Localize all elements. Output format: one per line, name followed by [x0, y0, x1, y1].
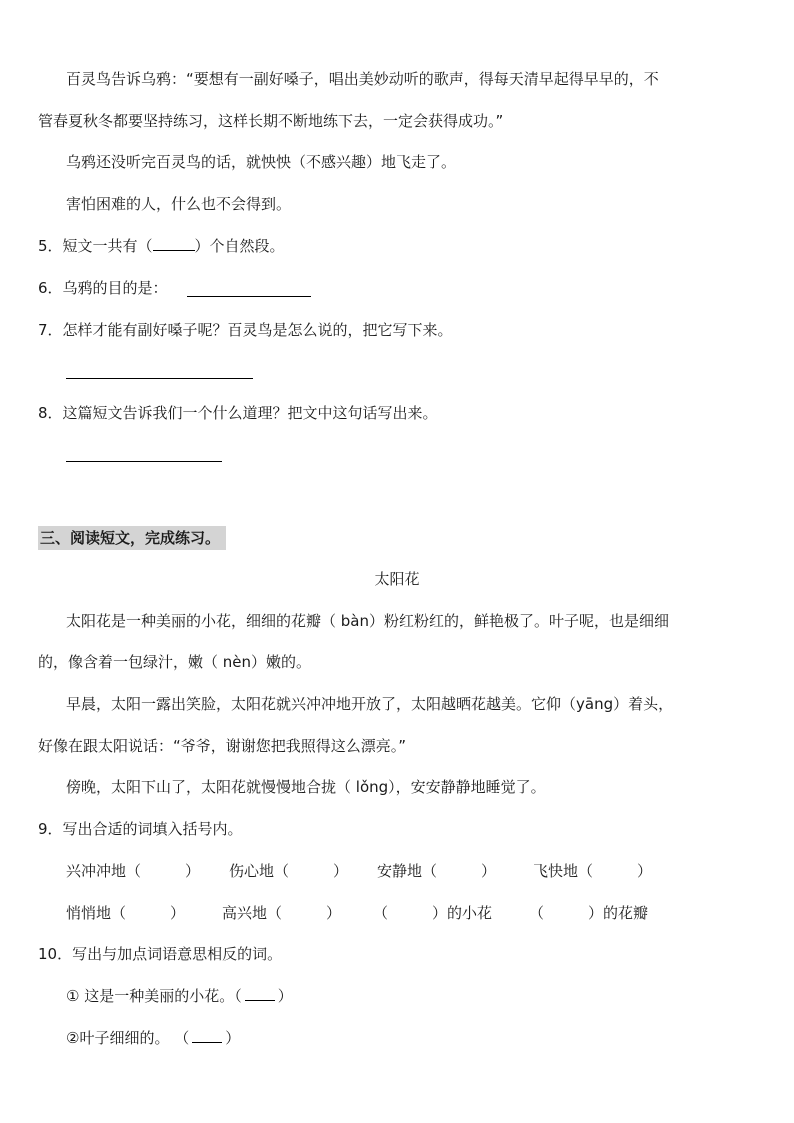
question-5-blank[interactable]: [153, 236, 195, 251]
q9-row2-item2-close: ）: [326, 904, 342, 922]
q9-row2-item2-open: 高兴地（: [222, 904, 283, 922]
q9-row1-item4-open: 飞快地（: [533, 862, 594, 880]
question-10-item1: [66, 986, 293, 1006]
question-9-row2-item2: [222, 903, 341, 923]
question-9-row1-item3: [377, 861, 496, 881]
q10-item2-blank[interactable]: [192, 1028, 222, 1043]
passage2-title: 太阳花: [374, 570, 420, 588]
q9-row1-item2-open: 伤心地（: [229, 862, 290, 880]
question-9-row1-item1: [66, 861, 200, 881]
question-5-prefix: 5．短文一共有（: [38, 237, 153, 255]
question-9-row1-item4: [533, 861, 652, 881]
q9-row2-item4-close: ）的花瓣: [588, 904, 649, 922]
question-6: [38, 278, 168, 298]
q9-row2-item4-open: （: [529, 904, 545, 922]
question-5-suffix: ）个自然段。: [194, 237, 285, 255]
q9-row2-item3-open: （: [373, 904, 389, 922]
question-7-answer-line[interactable]: [66, 378, 253, 379]
passage2-paragraph2-line1: 早晨，太阳一露出笑脸，太阳花就兴冲冲地开放了，太阳越晒花越美。它仰（yāng）着头，: [66, 695, 674, 713]
q10-item2-text: ②叶子细细的。 （: [66, 1029, 190, 1047]
q10-item2-close: ）: [225, 1029, 241, 1047]
q9-row1-item4-close: ）: [637, 862, 653, 880]
question-6-text: 6．乌鸦的目的是：: [38, 279, 168, 297]
question-8-answer-line[interactable]: [66, 461, 222, 462]
question-7: 7．怎样才能有副好嗓子呢？百灵鸟是怎么说的，把它写下来。: [38, 321, 453, 339]
q9-row1-item1-open: 兴冲冲地（: [66, 862, 142, 880]
passage2-paragraph2-line2: 好像在跟太阳说话：“爷爷，谢谢您把我照得这么漂亮。”: [38, 737, 407, 755]
passage1-paragraph1-line1: 百灵鸟告诉乌鸦：“要想有一副好嗓子，唱出美妙动听的歌声，得每天清早起得早早的，不: [66, 70, 659, 88]
passage1-paragraph2: 乌鸦还没听完百灵鸟的话，就怏怏（不感兴趣）地飞走了。: [66, 153, 457, 171]
question-9: 9．写出合适的词填入括号内。: [38, 820, 243, 838]
passage2-paragraph3: 傍晚，太阳下山了，太阳花就慢慢地合拢（ lǒng），安安静静地睡觉了。: [66, 778, 546, 796]
passage1-paragraph3: 害怕困难的人，什么也不会得到。: [66, 195, 292, 213]
question-9-row2-item3: [373, 903, 492, 923]
question-10: 10．写出与加点词语意思相反的词。: [38, 945, 283, 963]
question-9-row2-item1: [66, 903, 185, 923]
q9-row2-item3-close: ）的小花: [432, 904, 493, 922]
question-6-answer-line[interactable]: [187, 296, 311, 297]
question-9-row1-item2: [229, 861, 348, 881]
section-3-heading: 三、阅读短文，完成练习。: [38, 526, 226, 550]
passage2-paragraph1-line1: 太阳花是一种美丽的小花，细细的花瓣（ bàn）粉红粉红的，鲜艳极了。叶子呢，也是细细: [66, 612, 669, 630]
q9-row1-item2-close: ）: [333, 862, 349, 880]
q9-row1-item3-close: ）: [481, 862, 497, 880]
question-5: [38, 236, 285, 256]
question-10-item2: [66, 1028, 240, 1048]
q10-item1-close: ）: [277, 987, 293, 1005]
question-9-row2-item4: [529, 903, 648, 923]
q9-row1-item3-open: 安静地（: [377, 862, 438, 880]
q9-row2-item1-close: ）: [170, 904, 186, 922]
question-8: 8．这篇短文告诉我们一个什么道理？把文中这句话写出来。: [38, 404, 438, 422]
passage1-paragraph1-line2: 管春夏秋冬都要坚持练习，这样长期不断地练下去，一定会获得成功。”: [38, 112, 504, 130]
q10-item1-text: ① 这是一种美丽的小花。（: [66, 987, 242, 1005]
passage2-paragraph1-line2: 的，像含着一包绿汁，嫩（ nèn）嫩的。: [38, 653, 312, 671]
q10-item1-blank[interactable]: [245, 986, 275, 1001]
q9-row1-item1-close: ）: [185, 862, 201, 880]
q9-row2-item1-open: 悄悄地（: [66, 904, 127, 922]
